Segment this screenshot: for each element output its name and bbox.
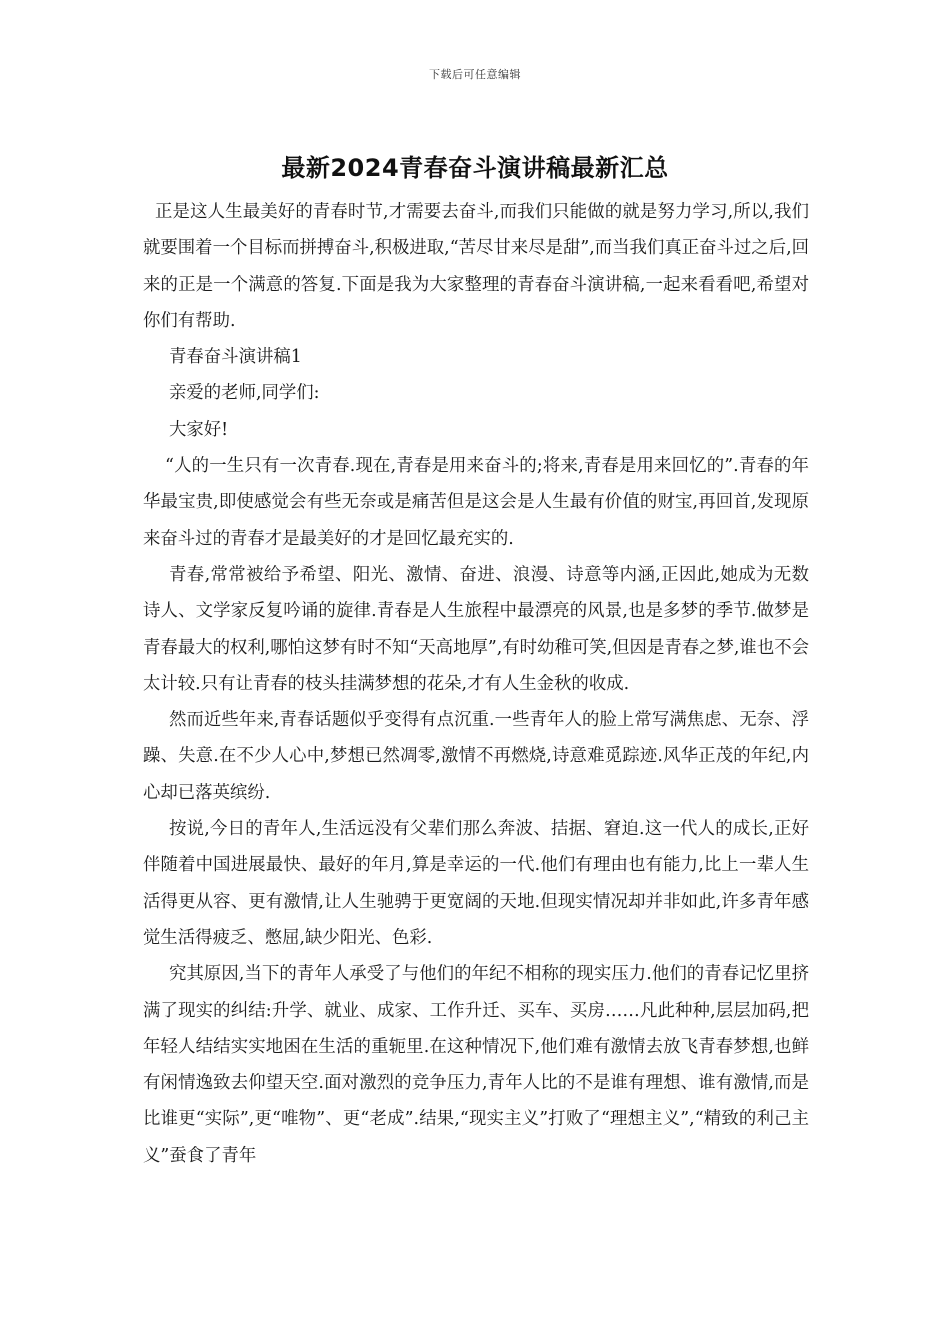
body-paragraph: 按说,今日的青年人,生活远没有父辈们那么奔波、拮据、窘迫.这一代人的成长,正好伴随着中国进展最快、最好的年月,算是幸运的一代.他们有理由也有能力,比上一辈人生活得更从容、更有激情,让人生驰骋于更宽阔的天地.但现实情况却并非如此,许多青年感觉生活得疲乏、憋屈,缺少阳光、色彩. <box>143 819 809 948</box>
body-paragraph: 究其原因,当下的青年人承受了与他们的年纪不相称的现实压力.他们的青春记忆里挤满了现实的纠结:升学、就业、成家、工作升迁、买车、买房……凡此种种,层层加码,把年轻人结结实实地困在生活的重轭里.在这种情况下,他们难有激情去放飞青春梦想,也鲜有闲情逸致去仰望天空.面对激烈的竞争压力,青年人比的不是谁有理想、谁有激情,而是比谁更“实际”,更“唯物”、更“老成”.结果,“现实主义”打败了“理想主义”,“精致的利己主义”蚕食了青年 <box>143 964 809 1166</box>
salutation: 亲爱的老师,同学们: <box>169 383 320 404</box>
document-title: 最新2024青春奋斗演讲稿最新汇总 <box>281 154 669 182</box>
body-paragraph: 然而近些年来,青春话题似乎变得有点沉重.一些青年人的脸上常写满焦虑、无奈、浮躁、失意.在不少人心中,梦想已然凋零,激情不再燃烧,诗意难觅踪迹.风华正茂的年纪,内心却已落英缤纷. <box>143 710 809 803</box>
greeting: 大家好! <box>169 419 229 440</box>
body-paragraph: 青春,常常被给予希望、阳光、激情、奋进、浪漫、诗意等内涵,正因此,她成为无数诗人、文学家反复吟诵的旋律.青春是人生旅程中最漂亮的风景,也是多梦的季节.做梦是青春最大的权利,哪怕这梦有时不知“天高地厚”,有时幼稚可笑,但因是青春之梦,谁也不会太计较.只有让青春的枝头挂满梦想的花朵,才有人生金秋的收成. <box>143 564 809 694</box>
body-paragraph: “人的一生只有一次青春.现在,青春是用来奋斗的;将来,青春是用来回忆的”.青春的年华最宝贵,即使感觉会有些无奈或是痛苦但是这会是人生最有价值的财宝,再回首,发现原来奋斗过的青春才是最美好的才是回忆最充实的. <box>143 456 809 549</box>
document-body <box>143 194 809 1174</box>
header-note: 下载后可任意编辑 <box>429 68 521 81</box>
intro-paragraph: 正是这人生最美好的青春时节,才需要去奋斗,而我们只能做的就是努力学习,所以,我们就要围着一个目标而拼搏奋斗,积极进取,“苦尽甘来尽是甜”,而当我们真正奋斗过之后,回来的正是一个满意的答复.下面是我为大家整理的青春奋斗演讲稿,一起来看看吧,希望对你们有帮助. <box>143 202 809 331</box>
section-heading: 青春奋斗演讲稿1 <box>169 347 302 368</box>
